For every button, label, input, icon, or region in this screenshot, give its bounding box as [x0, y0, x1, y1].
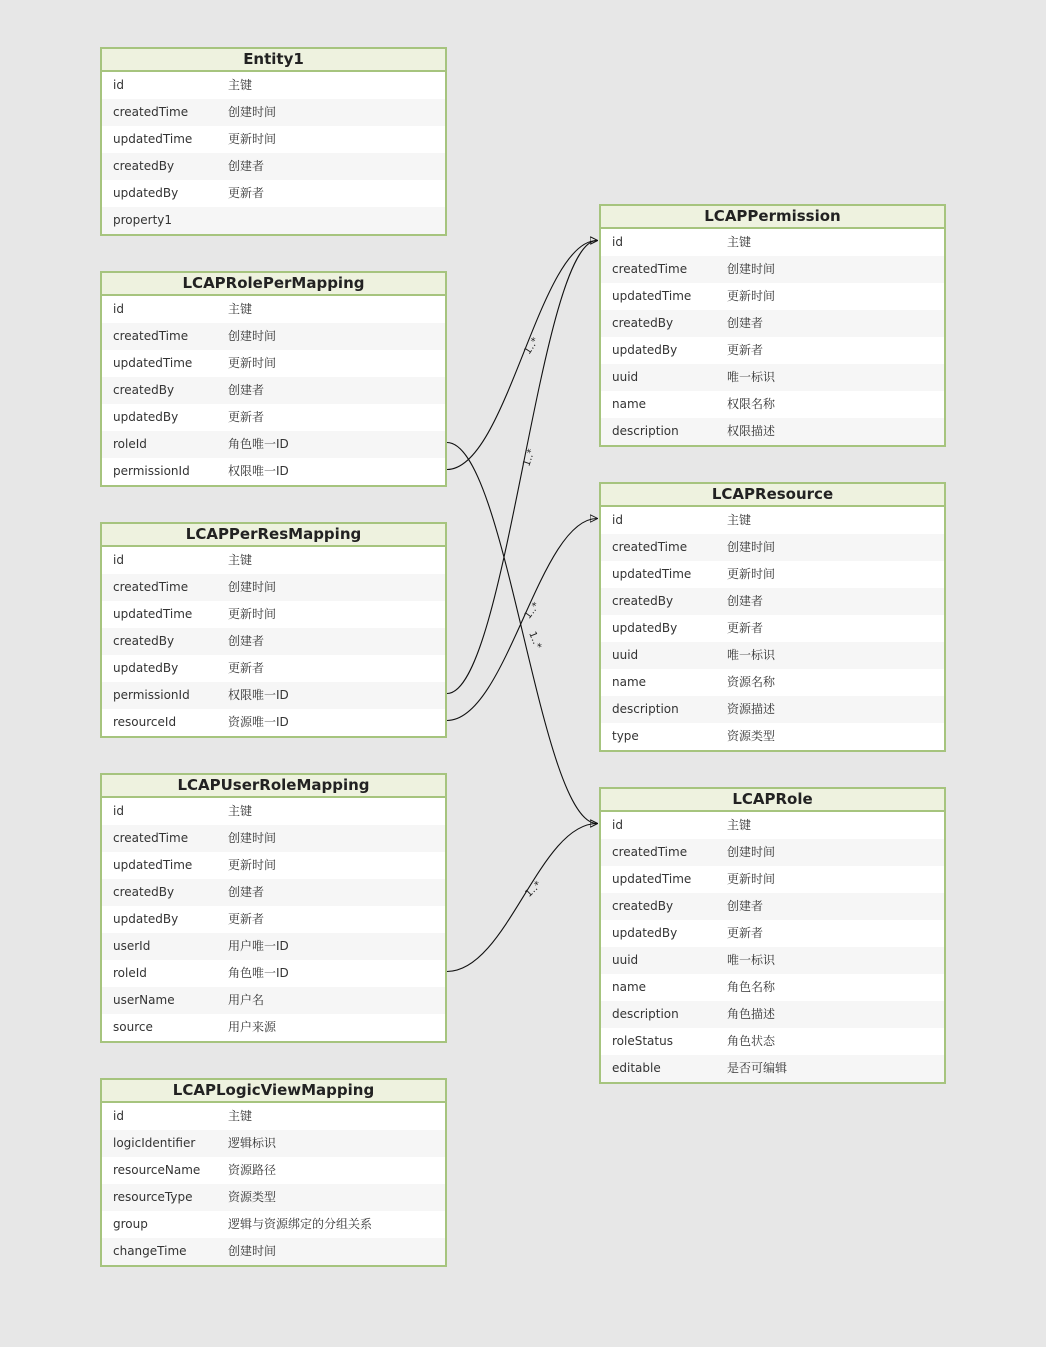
field-name: updatedTime: [113, 132, 193, 146]
field-row[interactable]: [102, 682, 445, 709]
field-row[interactable]: [601, 642, 944, 669]
field-description: 更新时间: [727, 567, 776, 581]
field-row[interactable]: [102, 1014, 445, 1041]
field-description: 权限名称: [727, 397, 776, 411]
field-row[interactable]: [102, 126, 445, 153]
field-name: createdBy: [612, 316, 674, 330]
field-list: [102, 72, 445, 234]
field-description: 更新时间: [228, 607, 277, 621]
entity-title: Entity1: [102, 49, 445, 72]
field-row[interactable]: [102, 72, 445, 99]
cardinality-label: 1..*: [522, 335, 542, 357]
field-description: 资源路径: [228, 1163, 277, 1177]
field-row[interactable]: [601, 974, 944, 1001]
field-description: 逻辑与资源绑定的分组关系: [228, 1217, 373, 1231]
field-description: 角色名称: [727, 980, 776, 994]
field-row[interactable]: [102, 1157, 445, 1184]
field-name: id: [612, 513, 623, 527]
entity-title: LCAPPerResMapping: [102, 524, 445, 547]
field-row[interactable]: [102, 933, 445, 960]
field-description: 更新者: [228, 912, 265, 926]
field-name: createdTime: [113, 580, 189, 594]
field-row[interactable]: [102, 1184, 445, 1211]
field-description: 更新者: [228, 410, 265, 424]
field-row[interactable]: [102, 601, 445, 628]
field-name: createdTime: [113, 831, 189, 845]
field-row[interactable]: [102, 180, 445, 207]
field-row[interactable]: [102, 153, 445, 180]
field-description: 唯一标识: [727, 953, 776, 967]
field-row[interactable]: [102, 1238, 445, 1265]
field-description: 创建者: [727, 594, 764, 608]
field-description: 创建时间: [228, 580, 277, 594]
field-row[interactable]: [601, 507, 944, 534]
field-description: 更新者: [228, 186, 265, 200]
field-description: 角色唯一ID: [228, 437, 289, 451]
field-row[interactable]: [102, 377, 445, 404]
entity-title: LCAPResource: [601, 484, 944, 507]
field-description: 创建者: [727, 899, 764, 913]
field-description: 创建者: [228, 383, 265, 397]
field-name: property1: [113, 213, 173, 227]
field-row[interactable]: [102, 323, 445, 350]
field-description: 主键: [727, 818, 752, 832]
field-row[interactable]: [102, 879, 445, 906]
field-description: 用户唯一ID: [228, 939, 289, 953]
field-name: changeTime: [113, 1244, 187, 1258]
field-row[interactable]: [601, 1028, 944, 1055]
entity-lcap-permission[interactable]: [599, 204, 946, 447]
field-name: createdTime: [612, 845, 688, 859]
field-description: 唯一标识: [727, 370, 776, 384]
field-name: createdBy: [612, 899, 674, 913]
field-description: 用户名: [228, 993, 265, 1007]
field-list: [601, 507, 944, 750]
field-name: userId: [113, 939, 151, 953]
field-row[interactable]: [601, 310, 944, 337]
field-row[interactable]: [102, 906, 445, 933]
field-row[interactable]: [102, 1211, 445, 1238]
field-description: 更新者: [727, 621, 764, 635]
field-row[interactable]: [601, 812, 944, 839]
field-row[interactable]: [601, 391, 944, 418]
field-description: 主键: [228, 1109, 253, 1123]
field-description: 创建时间: [228, 329, 277, 343]
field-row[interactable]: [601, 534, 944, 561]
field-name: permissionId: [113, 464, 190, 478]
field-name: updatedTime: [612, 872, 692, 886]
field-description: 角色唯一ID: [228, 966, 289, 980]
entity-title: LCAPPermission: [601, 206, 944, 229]
field-row[interactable]: [102, 431, 445, 458]
field-row[interactable]: [601, 256, 944, 283]
field-name: updatedTime: [113, 858, 193, 872]
field-description: 更新时间: [228, 356, 277, 370]
field-row[interactable]: [102, 1130, 445, 1157]
entity-lcap-logic-view-mapping[interactable]: [100, 1078, 447, 1267]
field-row[interactable]: [102, 709, 445, 736]
field-row[interactable]: [102, 458, 445, 485]
field-row[interactable]: [601, 669, 944, 696]
field-description: 更新者: [727, 343, 764, 357]
field-row[interactable]: [102, 825, 445, 852]
field-name: id: [113, 553, 124, 567]
field-row[interactable]: [601, 229, 944, 256]
field-name: name: [612, 675, 647, 689]
field-description: 是否可编辑: [727, 1061, 788, 1075]
field-description: 创建时间: [228, 105, 277, 119]
field-name: id: [612, 818, 623, 832]
field-name: name: [612, 397, 647, 411]
entity-title: LCAPUserRoleMapping: [102, 775, 445, 798]
entity-lcap-user-role-mapping[interactable]: [100, 773, 447, 1043]
field-row[interactable]: [601, 588, 944, 615]
field-list: [102, 1103, 445, 1265]
field-description: 创建时间: [727, 262, 776, 276]
field-row[interactable]: [601, 696, 944, 723]
field-name: editable: [612, 1061, 661, 1075]
field-row[interactable]: [601, 418, 944, 445]
field-name: updatedBy: [113, 410, 179, 424]
field-name: id: [113, 1109, 124, 1123]
field-row[interactable]: [102, 960, 445, 987]
field-name: updatedBy: [612, 343, 678, 357]
field-description: 更新时间: [727, 289, 776, 303]
field-description: 创建者: [228, 885, 265, 899]
field-row[interactable]: [601, 866, 944, 893]
entity-lcap-role-per-mapping[interactable]: [100, 271, 447, 487]
field-name: uuid: [612, 648, 639, 662]
field-name: uuid: [612, 953, 639, 967]
entity-lcap-resource[interactable]: [599, 482, 946, 752]
field-row[interactable]: [102, 574, 445, 601]
field-row[interactable]: [102, 547, 445, 574]
field-name: updatedBy: [113, 186, 179, 200]
field-row[interactable]: [601, 723, 944, 750]
entity-lcap-role[interactable]: [599, 787, 946, 1084]
cardinality-label: 1..*: [523, 879, 544, 900]
field-description: 主键: [228, 302, 253, 316]
field-row[interactable]: [102, 655, 445, 682]
field-name: updatedTime: [612, 567, 692, 581]
field-description: 创建时间: [228, 1244, 277, 1258]
field-row[interactable]: [601, 337, 944, 364]
field-list: [102, 547, 445, 736]
field-name: updatedTime: [113, 607, 193, 621]
field-description: 主键: [727, 513, 752, 527]
field-description: 唯一标识: [727, 648, 776, 662]
field-name: group: [113, 1217, 148, 1231]
field-name: resourceId: [113, 715, 177, 729]
field-list: [601, 229, 944, 445]
field-description: 更新时间: [727, 872, 776, 886]
field-description: 权限唯一ID: [228, 464, 289, 478]
field-row[interactable]: [102, 628, 445, 655]
field-description: 角色描述: [727, 1007, 776, 1021]
field-name: source: [113, 1020, 153, 1034]
field-row[interactable]: [102, 1103, 445, 1130]
field-row[interactable]: [601, 561, 944, 588]
field-row[interactable]: [601, 1001, 944, 1028]
field-row[interactable]: [601, 283, 944, 310]
field-description: 创建时间: [727, 845, 776, 859]
entity-entity1[interactable]: [100, 47, 447, 236]
field-list: [601, 812, 944, 1082]
field-row[interactable]: [102, 350, 445, 377]
field-row[interactable]: [601, 920, 944, 947]
field-name: uuid: [612, 370, 639, 384]
field-description: 创建者: [727, 316, 764, 330]
cardinality-label: 1..*: [526, 630, 544, 651]
field-row[interactable]: [601, 947, 944, 974]
field-name: userName: [113, 993, 175, 1007]
field-description: 创建者: [228, 634, 265, 648]
field-description: 创建时间: [228, 831, 277, 845]
field-name: id: [113, 302, 124, 316]
field-name: roleId: [113, 437, 147, 451]
field-description: 权限描述: [727, 424, 776, 438]
field-description: 用户来源: [228, 1020, 277, 1034]
field-description: 资源唯一ID: [228, 715, 289, 729]
field-row[interactable]: [102, 296, 445, 323]
field-name: logicIdentifier: [113, 1136, 196, 1150]
field-row[interactable]: [601, 364, 944, 391]
field-name: updatedTime: [612, 289, 692, 303]
field-name: resourceType: [113, 1190, 193, 1204]
entity-title: LCAPRolePerMapping: [102, 273, 445, 296]
field-name: updatedBy: [113, 661, 179, 675]
field-name: description: [612, 424, 679, 438]
field-description: 逻辑标识: [228, 1136, 277, 1150]
field-description: 资源类型: [228, 1190, 277, 1204]
field-description: 主键: [228, 804, 253, 818]
field-name: roleStatus: [612, 1034, 673, 1048]
field-row[interactable]: [102, 404, 445, 431]
field-name: id: [113, 804, 124, 818]
field-name: createdTime: [612, 262, 688, 276]
field-description: 资源名称: [727, 675, 776, 689]
field-description: 权限唯一ID: [228, 688, 289, 702]
field-name: createdBy: [113, 383, 175, 397]
field-row[interactable]: [601, 893, 944, 920]
field-name: permissionId: [113, 688, 190, 702]
field-description: 主键: [228, 553, 253, 567]
field-list: [102, 296, 445, 485]
field-description: 创建时间: [727, 540, 776, 554]
field-row[interactable]: [601, 615, 944, 642]
field-description: 更新时间: [228, 858, 277, 872]
field-name: id: [113, 78, 124, 92]
field-name: name: [612, 980, 647, 994]
field-row[interactable]: [601, 1055, 944, 1082]
field-name: createdTime: [113, 329, 189, 343]
field-name: id: [612, 235, 623, 249]
field-row[interactable]: [601, 839, 944, 866]
field-description: 更新时间: [228, 132, 277, 146]
field-name: createdBy: [612, 594, 674, 608]
field-name: createdBy: [113, 885, 175, 899]
entity-title: LCAPLogicViewMapping: [102, 1080, 445, 1103]
field-row[interactable]: [102, 99, 445, 126]
field-row[interactable]: [102, 852, 445, 879]
field-row[interactable]: [102, 798, 445, 825]
field-name: updatedBy: [612, 621, 678, 635]
field-name: resourceName: [113, 1163, 201, 1177]
field-name: createdTime: [113, 105, 189, 119]
field-name: description: [612, 702, 679, 716]
field-name: updatedBy: [113, 912, 179, 926]
field-row[interactable]: [102, 987, 445, 1014]
field-name: description: [612, 1007, 679, 1021]
field-name: createdBy: [113, 634, 175, 648]
field-description: 资源类型: [727, 729, 776, 743]
cardinality-label: 1..*: [522, 600, 543, 622]
field-list: [102, 798, 445, 1041]
entity-lcap-per-res-mapping[interactable]: [100, 522, 447, 738]
field-name: createdTime: [612, 540, 688, 554]
field-description: 更新者: [727, 926, 764, 940]
field-name: updatedBy: [612, 926, 678, 940]
cardinality-label: 1..*: [521, 447, 538, 468]
field-description: 创建者: [228, 159, 265, 173]
field-description: 主键: [228, 78, 253, 92]
field-name: type: [612, 729, 639, 743]
field-description: 资源描述: [727, 702, 776, 716]
field-description: 主键: [727, 235, 752, 249]
field-name: updatedTime: [113, 356, 193, 370]
field-name: createdBy: [113, 159, 175, 173]
field-description: 更新者: [228, 661, 265, 675]
field-description: 角色状态: [727, 1034, 776, 1048]
field-name: roleId: [113, 966, 147, 980]
field-row[interactable]: [102, 207, 445, 234]
entity-title: LCAPRole: [601, 789, 944, 812]
